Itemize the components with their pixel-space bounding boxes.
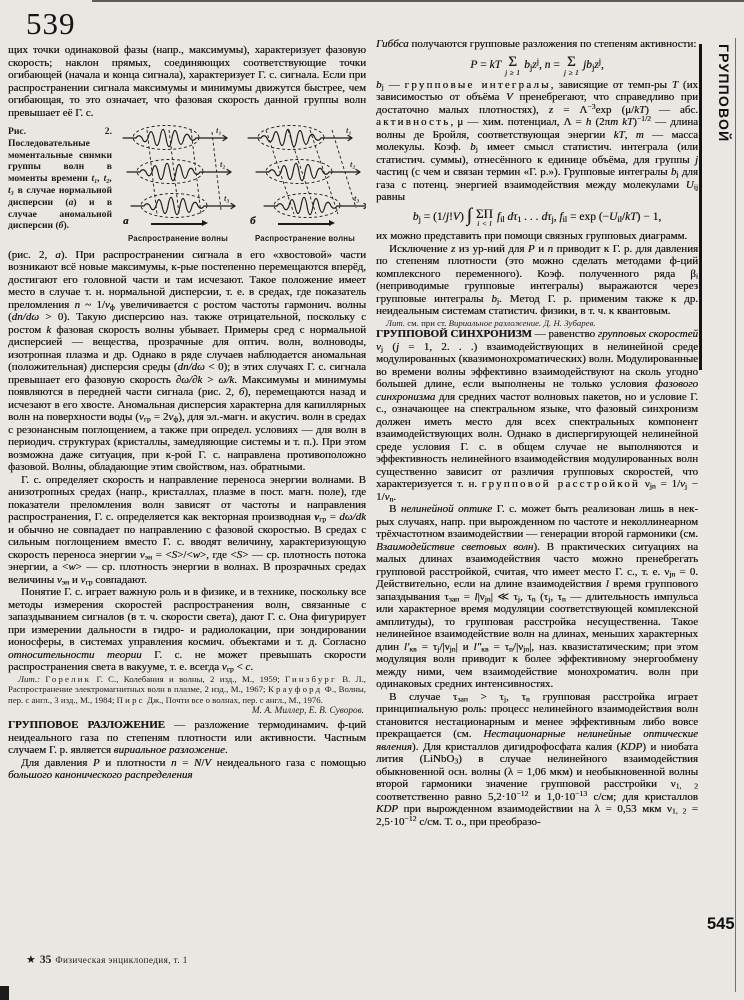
sigma-limit: j ≥ 1 xyxy=(504,67,521,77)
page-edge-rule xyxy=(735,38,736,992)
sigma-symbol: Σ xyxy=(508,53,517,70)
article-authors: М. А. Миллер, Е. В. Суворов. xyxy=(251,706,364,717)
scan-ink-blot xyxy=(0,986,9,1000)
article-group-expansion: ГРУППОВОЕ РАЗЛОЖЕНИЕ — разложение термодинамич. ф-ций неидеального газа по степеням плотности или активности. Частным случаем Г. р. является вириальное разложение. xyxy=(8,719,366,757)
sigma-pi-symbol: ΣΠ xyxy=(475,205,493,221)
propagation-label-a: Распространение волны xyxy=(128,234,228,243)
paragraph-pressure-density: Для давления P и плотности n = N/V неидеального газа с помощью большого канонического распределения xyxy=(8,756,366,782)
footer xyxy=(26,953,188,966)
propagation-arrow-b xyxy=(278,223,330,225)
left-column xyxy=(8,44,366,950)
margin-tab-keyword: ГРУППОВОЙ xyxy=(716,44,732,143)
figure-caption: Рис. 2. Последовательные моментальные снимки группы волн в моменты времени t₁, t₂, t₃ в случае нормальной дисперсии (а) и в случае аномальной дисперсии (б). xyxy=(8,126,113,232)
formula-activity-expansion xyxy=(376,55,698,76)
wave-diagram-a xyxy=(117,124,239,218)
figure-panel-a xyxy=(117,124,239,246)
time-label-t1: t₁ xyxy=(216,126,222,135)
formula-part: bj = (1/j!V) xyxy=(412,211,464,225)
right-column xyxy=(376,38,698,938)
sigma-stack xyxy=(564,55,579,76)
paragraph-energy-transfer: Г. с. определяет скорость и направление переноса энергии волнами. В анизотропных средах (напр., кристаллах, плазме в пост. магн. поле), где показатели преломления волн зависят от частоты и направления распространения, Г. с. определяется как векторная производная vгр = dω/dk и обычно не совпадает по направлению с фазовой скоростью. В средах с сильным поглощением вместо Г. с. вводят величину, характеризующую скорость переноса энергии vэн = <S>/<w>, где <S> — ср. плотность потока энергии, а <w> — ср. плотность энергии в волнах. В прозрачных средах величины vэн и vгр совпадают. xyxy=(8,473,366,587)
sigma-stack xyxy=(505,55,520,76)
sigma-pi-stack xyxy=(475,205,493,229)
footer-title: Физическая энциклопедия, т. 1 xyxy=(55,955,188,965)
sigma-limit: j ≥ 1 xyxy=(563,67,579,77)
paragraph-phase-speed: щих точки одинаковой фазы (напр., максимумы), характеризует фазовую скорость; наклон прямых, соединяющих соответствующие точки огибающей (начала и конца сигнала), характеризует Г. с. сигнала. Если при распространении сигнала максимумы и минимумы движутся быстрее, чем огибающая, то это означает, что фазовая скорость данной группы волн превышает её Г. с. xyxy=(8,44,366,119)
propagation-label-b: Распространение волны xyxy=(255,234,355,243)
paragraph-exclusion-z: Исключение z из ур-ний для P и n приводит к Г. р. для давления по степеням плотности (это можно сделать методами ф-ций комплексного переменного). Коэф. полученного ряда βi (неприводимые групповые интегралы) выражаются через групповые интегралы bj. Метод Г. р. применим также к др. неидеальным системам статистич. физики, в т. ч. к квантовым. xyxy=(376,242,698,318)
formula-part: fil dτ1 . . . dτj, fil = exp (−Uil/kT) − 1, xyxy=(496,211,662,225)
panel-label-b: б xyxy=(250,215,256,227)
paragraph-applications: Понятие Г. с. играет важную роль и в физике, и в технике, поскольку все методы измерения скоростей распространения волн, связанные с запаздыванием сигналов (в т. ч. скорости света), дают Г. с. Она фигурирует при измерении дальности в гидро- и радиолокации, при зондировании ионосферы, в системах управления космич. объектами и т. д. Согласно относительности теории Г. с. не может превышать скорости распространения света в вакууме, т. е. всегда vгр < c. xyxy=(8,586,366,674)
sigma-symbol: Σ xyxy=(567,53,576,70)
star-icon: ★ xyxy=(26,954,36,966)
formula-part: bjz$^j$, n = xyxy=(524,56,560,72)
time-label-t1: t₁ xyxy=(346,126,352,135)
formula-part: jbjz$^j$, xyxy=(582,56,604,72)
time-label-t2: t₂ xyxy=(350,160,356,169)
footer-volume-number: 35 xyxy=(39,954,52,966)
panel-a-bar xyxy=(117,215,239,231)
paragraph-nonlinear-optics: В нелинейной оптике Г. с. может быть реализован лишь в нек-рых случаях, напр. при вырожденном по частоте и неколлинеарном трёхчастотном взаимодействии — генерации второй гармоники (см. Взаимодействие световых волн). В практических ситуациях на малых длинах взаимодействия часто можно пренебрегать групповой расстройкой, считая, что имеет место Г. с., т. е. νjn = 0. Действительно, если на длине взаимодействия l время группового запаздывания τзап = l|νjn| ≪ τj, τn (τj, τn — длительность импульса или характерное время модуляции соответствующей комплексной амплитуды), то групповая расстройка несущественна. Такое нелинейное взаимодействие волн на длинах, меньших характерных длин l′кв = τj/|νjn| и l″кв = τn/|νjn|, наз. квазистатическим; при этом модуляция волн приводит к более эффективному энергообмену между ними, чем взаимодействие монохроматич. волн при одинаковых средних интенсивностях. xyxy=(376,503,698,691)
scan-edge-line xyxy=(92,0,744,2)
sigma-pi-limit: i < l xyxy=(477,219,492,229)
time-label-t2: t₂ xyxy=(220,160,226,169)
article-group-synchronism: ГРУППОВОЙ СИНХРОНИЗМ — равенство групповых скоростей vj (j = 1, 2. . .) взаимодействующих в нелинейной среде модулированных (квазимонохроматических) волн. Модулированные во времени волны эффективно взаимодействуют на сколь угодно большей длине, если выполнены не только условия фазового синхронизма для средних частот волновых пакетов, но и условие Г. с., означающее на спектральном языке, что фазовый синхронизм должен иметь место для всех спектральных компонент взаимодействующих волн. Однако в диспергирующей нелинейной среде условия Г. с. в общем случае не выполняются и эффективность нелинейного взаимодействия модулированных волн существенно зависит от различия групповых скоростей, что характеризуется т. н. групповой расстройкой νjn = 1/vj − 1/vn. xyxy=(376,328,698,504)
literature-see-also: Лит. см. при ст. Вириальное разложение. Д. Н. Зубарев. xyxy=(386,317,596,328)
wave-diagram-b xyxy=(244,124,366,218)
literature-references: Лит.: Горелик Г. С., Колебания и волны, 2 изд., М., 1959; Гинзбург В. Л., Распространение электромагнитных волн в плазме, 2 изд., М., 1967; Крауфорд Ф., Волны, пер. с англ., 3 изд., М., 1984; Пирс Дж., Почти все о волнах, пер. с англ., М., 1976. xyxy=(8,673,366,705)
figure-2 xyxy=(8,124,366,246)
formula-part: P = kT xyxy=(470,58,501,71)
paragraph-kdp-crystals: В случае τзап > τj, τn групповая расстройка играет принципиальную роль: процесс нелинейного взаимодействия волн становится нестационарным и менее эффективным либо вовсе прекращается (см. Нестационарные нелинейные оптические явления). Для кристаллов дигидрофосфата калия (KDP) и ниобата лития (LiNbO3) в случае нелинейного взаимодействия обыкновенной осн. волны (λ = 1,06 мкм) и необыкновенной волны второй гармоники значение групповой расстройки ν1, 2 соответственно равно $5,2\cdot 10^{-12}$ и $1,0\cdot 10^{-13}$ с/см; для кристаллов KDP при вырожденном взаимодействии на λ = 0,53 мкм ν1, $2 = 2,5\cdot 10^{-12}$ с/см. Т. о., при преобразо- xyxy=(376,690,698,828)
integral-symbol: ∫ xyxy=(466,205,472,227)
paragraph-gibbs: Гиббса получаются групповые разложения по степеням активности: xyxy=(376,38,697,50)
paragraph-diagrams: их можно представить при помощи связных групповых диаграмм. xyxy=(376,230,688,243)
paragraph-group-integrals: bj — групповые интегралы, зависящие от темп-ры T (их зависимостью от объёма V пренебрегают, что справедливо при достаточно малых плотностях), $z = \Lambda^{-3}\exp$ (μ/kT) — абс. активность, μ — хим. потенциал, Λ = h (2πm kT)$^{-1/2}$ — длина волны де Бройля, соответствующая энергии kT, m — масса молекулы. Коэф. bj имеет смысл статистич. интеграла (или статистич. суммы), отнесённого к единице объёма, для группы j частиц (с чем и связан термин «Г. р.»). Групповые интегралы bj для газа с потенц. энергией взаимодействия между молекулами Uij равны xyxy=(376,78,698,204)
panel-b-bar xyxy=(244,215,366,231)
margin-rule-thick xyxy=(699,44,702,370)
page-number-left: 539 xyxy=(26,6,76,41)
time-label-t3: t₃ xyxy=(224,194,230,203)
formula-group-integrals xyxy=(376,205,698,229)
figure-panel-b xyxy=(244,124,366,246)
page-number-right: 545 xyxy=(707,915,735,933)
panel-label-a: а xyxy=(123,215,129,227)
propagation-arrow-a xyxy=(151,223,203,225)
time-label-t3: t₃ xyxy=(354,194,360,203)
paragraph-dispersion: (рис. 2, а). При распространении сигнала в его «хвостовой» части возникают всё новые максимумы, к-рые постепенно перемещаются вперёд, достигают его головной части и там исчезают. Такое положение имеет место в случае т. н. нормальной дисперсии, т. е. в средах, где показатель преломления n ~ 1/vф увеличивается с ростом частоты гармонич. волны (dn/dω > 0). Такую дисперсию наз. также отрицательной, поскольку с ростом k фазовая скорость волны убывает. Примеры сред с нормальной дисперсией — вещества, прозрачные для оптич. волн, волноводы, изотропная плазма и др. Однако в ряде случаев наблюдается аномальная (положительная) дисперсия среды (dn/dω < 0); в этих случаях Г. с. сигнала превышает его фазовую скорость ∂ω/∂k > ω/k. Максимумы и минимумы появляются в передней части сигнала (рис. 2, б), перемещаются назад и исчезают в его хвосте. Аномальная дисперсия характерна для капиллярных волн на поверхности воды (vгр = 2vф), для эл.-магн. и акустич. волн в средах с резонансным поглощением, а также при определ. условиях — для волн в периодич. структурах (кристаллы, замедляющие системы и т. п.). При этом возможна даже ситуация, при к-рой Г. с. направлена противоположно фазовой. Волны, обладающие этим свойством, наз. обратными. xyxy=(8,248,366,473)
